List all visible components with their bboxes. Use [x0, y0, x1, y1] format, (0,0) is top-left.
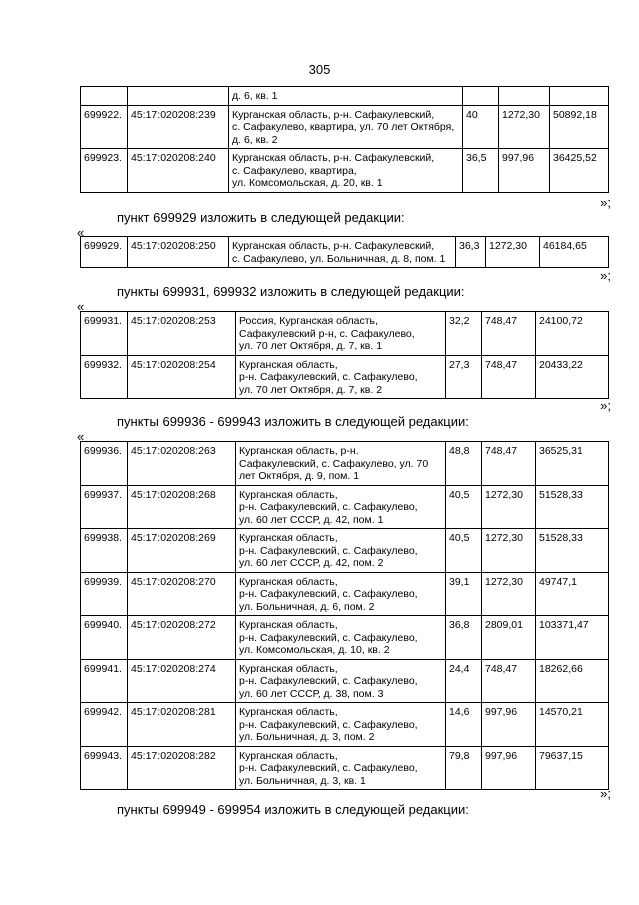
address-line: ул. Комсомольская, д. 10, кв. 2: [239, 644, 390, 656]
address-line: р-н. Сафакулевский, с. Сафакулево,: [239, 631, 418, 644]
property-table-4: [80, 441, 609, 790]
address-line: Курганская область,: [239, 749, 338, 762]
cell-total: 46184,65: [540, 237, 609, 268]
table-row: [81, 105, 609, 149]
table-row: [81, 442, 609, 486]
cell-price: [499, 87, 550, 106]
cell-price: 997,96: [482, 746, 536, 790]
cell-total: 79637,15: [536, 746, 609, 790]
cell-area: 40,5: [446, 485, 482, 529]
cell-address: [236, 312, 446, 356]
instruction-text: пункты 699936 - 699943 изложить в следующей редакции:: [117, 414, 469, 429]
property-table-3: [80, 311, 609, 399]
address-line: д. 6, кв. 2: [232, 133, 278, 146]
address-line: ул. Больничная, д. 3, пом. 2: [239, 731, 375, 743]
address-line: Сафакулевский, с. Сафакулево, ул. 70: [239, 457, 429, 470]
cell-address: [236, 703, 446, 747]
address-line: Курганская область, р-н. Сафакулевский,: [232, 152, 435, 164]
cell-total: 103371,47: [536, 616, 609, 660]
cell-price: 997,96: [499, 149, 550, 193]
cell-area: 36,8: [446, 616, 482, 660]
cell-area: 27,3: [446, 355, 482, 399]
cell-total: 18262,66: [536, 659, 609, 703]
address-line: с. Сафакулево, ул. Больничная, д. 8, пом. 1: [232, 252, 446, 265]
cell-total: 51528,33: [536, 529, 609, 573]
cell-cadastral: 45:17:020208:239: [128, 105, 229, 149]
cell-id: 699943.: [81, 746, 128, 790]
cell-id: 699942.: [81, 703, 128, 747]
cell-total: 36525,31: [536, 442, 609, 486]
table-row: [81, 746, 609, 790]
address-line: Курганская область,: [239, 488, 338, 501]
instruction-text: пункты 699949 - 699954 изложить в следующей редакции:: [117, 802, 469, 817]
cell-area: 14,6: [446, 703, 482, 747]
closing-quote: »;: [600, 195, 611, 210]
cell-id: 699929.: [81, 237, 128, 268]
table-row: [81, 355, 609, 399]
address-line: ул. 60 лет СССР, д. 42, пом. 2: [239, 557, 384, 569]
address-line: ул. 70 лет Октября, д. 7, кв. 1: [239, 340, 383, 352]
cell-area: 40: [463, 105, 499, 149]
table-row: [81, 703, 609, 747]
opening-quote: «: [77, 225, 85, 240]
address-line: р-н. Сафакулевский, с. Сафакулево,: [239, 762, 418, 774]
cell-address: [236, 529, 446, 573]
address-line: р-н. Сафакулевский, с. Сафакулево,: [239, 718, 418, 731]
cell-id: [81, 87, 128, 106]
opening-quote: «: [77, 429, 85, 444]
cell-area: [463, 87, 499, 106]
page-number: 305: [308, 62, 331, 77]
cell-address: [229, 237, 456, 268]
cell-id: 699936.: [81, 442, 128, 486]
address-line: Сафакулевский р-н, с. Сафакулево,: [239, 327, 415, 340]
closing-quote: »;: [600, 786, 611, 801]
cell-price: 1272,30: [482, 529, 536, 573]
cell-area: 48,8: [446, 442, 482, 486]
cell-price: 997,96: [482, 703, 536, 747]
cell-cadastral: 45:17:020208:268: [128, 485, 236, 529]
cell-cadastral: 45:17:020208:269: [128, 529, 236, 573]
cell-total: [550, 87, 609, 106]
address-line: Курганская область,: [239, 575, 338, 588]
cell-id: 699931.: [81, 312, 128, 356]
cell-cadastral: 45:17:020208:254: [128, 355, 236, 399]
address-line: Курганская область,: [239, 619, 338, 631]
table-row: [81, 237, 609, 268]
cell-id: 699923.: [81, 149, 128, 193]
cell-id: 699940.: [81, 616, 128, 660]
opening-quote: «: [77, 299, 85, 314]
cell-total: 24100,72: [536, 312, 609, 356]
address-line: ул. 70 лет Октября, д. 7, кв. 2: [239, 383, 383, 396]
address-line: р-н. Сафакулевский, с. Сафакулево,: [239, 371, 418, 383]
property-table-1: [80, 86, 609, 193]
cell-total: 20433,22: [536, 355, 609, 399]
cell-address: [236, 616, 446, 660]
instruction-text: пункты 699931, 699932 изложить в следующей редакции:: [117, 284, 465, 299]
address-line: ул. 60 лет СССР, д. 38, пом. 3: [239, 687, 384, 700]
cell-cadastral: 45:17:020208:272: [128, 616, 236, 660]
address-line: р-н. Сафакулевский, с. Сафакулево,: [239, 544, 418, 557]
table-row: [81, 485, 609, 529]
property-table-2: [80, 236, 609, 268]
table-row: [81, 572, 609, 616]
table-row: [81, 659, 609, 703]
cell-cadastral: 45:17:020208:250: [128, 237, 229, 268]
cell-total: 50892,18: [550, 105, 609, 149]
cell-cadastral: 45:17:020208:253: [128, 312, 236, 356]
address-line: ул. Комсомольская, д. 20, кв. 1: [232, 177, 383, 189]
address-line: Курганская область,: [239, 358, 338, 371]
cell-price: 748,47: [482, 312, 536, 356]
address-line: Курганская область,: [239, 532, 338, 544]
cell-cadastral: 45:17:020208:270: [128, 572, 236, 616]
address-line: д. 6, кв. 1: [232, 90, 278, 102]
cell-total: 36425,52: [550, 149, 609, 193]
cell-cadastral: 45:17:020208:240: [128, 149, 229, 193]
cell-cadastral: 45:17:020208:281: [128, 703, 236, 747]
cell-cadastral: 45:17:020208:274: [128, 659, 236, 703]
cell-cadastral: 45:17:020208:282: [128, 746, 236, 790]
cell-address: [236, 659, 446, 703]
instruction-text: пункт 699929 изложить в следующей редакции:: [117, 210, 405, 225]
table-row: [81, 616, 609, 660]
address-line: лет Октября, д. 9, пом. 1: [239, 470, 360, 482]
cell-area: 79,8: [446, 746, 482, 790]
table-row: [81, 312, 609, 356]
cell-address: [229, 149, 463, 193]
cell-address: [229, 105, 463, 149]
address-line: Курганская область, р-н. Сафакулевский,: [232, 240, 435, 252]
cell-area: 36,3: [456, 237, 486, 268]
cell-id: 699941.: [81, 659, 128, 703]
address-line: Россия, Курганская область,: [239, 315, 378, 327]
cell-id: 699938.: [81, 529, 128, 573]
table-row: [81, 87, 609, 106]
address-line: ул. Больничная, д. 6, пом. 2: [239, 600, 375, 613]
cell-area: 40,5: [446, 529, 482, 573]
address-line: с. Сафакулево, квартира,: [232, 164, 357, 177]
cell-total: 14570,21: [536, 703, 609, 747]
cell-id: 699922.: [81, 105, 128, 149]
cell-price: 1272,30: [482, 485, 536, 529]
cell-address: [236, 572, 446, 616]
cell-address: [236, 355, 446, 399]
closing-quote: »;: [600, 268, 611, 283]
address-line: Курганская область,: [239, 706, 338, 718]
cell-price: 748,47: [482, 442, 536, 486]
cell-area: 24,4: [446, 659, 482, 703]
address-line: Курганская область, р-н. Сафакулевский,: [232, 108, 435, 121]
cell-id: 699932.: [81, 355, 128, 399]
cell-price: 1272,30: [486, 237, 540, 268]
cell-area: 32,2: [446, 312, 482, 356]
cell-total: 51528,33: [536, 485, 609, 529]
address-line: ул. Больничная, д. 3, кв. 1: [239, 774, 366, 787]
cell-price: 1272,30: [482, 572, 536, 616]
cell-address: [229, 87, 463, 106]
cell-id: 699939.: [81, 572, 128, 616]
address-line: Курганская область, р-н.: [239, 445, 359, 457]
cell-id: 699937.: [81, 485, 128, 529]
address-line: с. Сафакулево, квартира, ул. 70 лет Октября,: [232, 121, 455, 133]
address-line: ул. 60 лет СССР, д. 42, пом. 1: [239, 513, 384, 526]
cell-price: 748,47: [482, 355, 536, 399]
address-line: р-н. Сафакулевский, с. Сафакулево,: [239, 588, 418, 600]
cell-total: 49747,1: [536, 572, 609, 616]
closing-quote: »;: [600, 398, 611, 413]
cell-area: 36,5: [463, 149, 499, 193]
cell-address: [236, 746, 446, 790]
cell-address: [236, 442, 446, 486]
address-line: р-н. Сафакулевский, с. Сафакулево,: [239, 675, 418, 687]
cell-address: [236, 485, 446, 529]
cell-price: 748,47: [482, 659, 536, 703]
table-row: [81, 149, 609, 193]
cell-cadastral: [128, 87, 229, 106]
cell-price: 1272,30: [499, 105, 550, 149]
cell-cadastral: 45:17:020208:263: [128, 442, 236, 486]
table-row: [81, 529, 609, 573]
cell-price: 2809,01: [482, 616, 536, 660]
cell-area: 39,1: [446, 572, 482, 616]
address-line: Курганская область,: [239, 662, 338, 675]
address-line: р-н. Сафакулевский, с. Сафакулево,: [239, 501, 418, 513]
